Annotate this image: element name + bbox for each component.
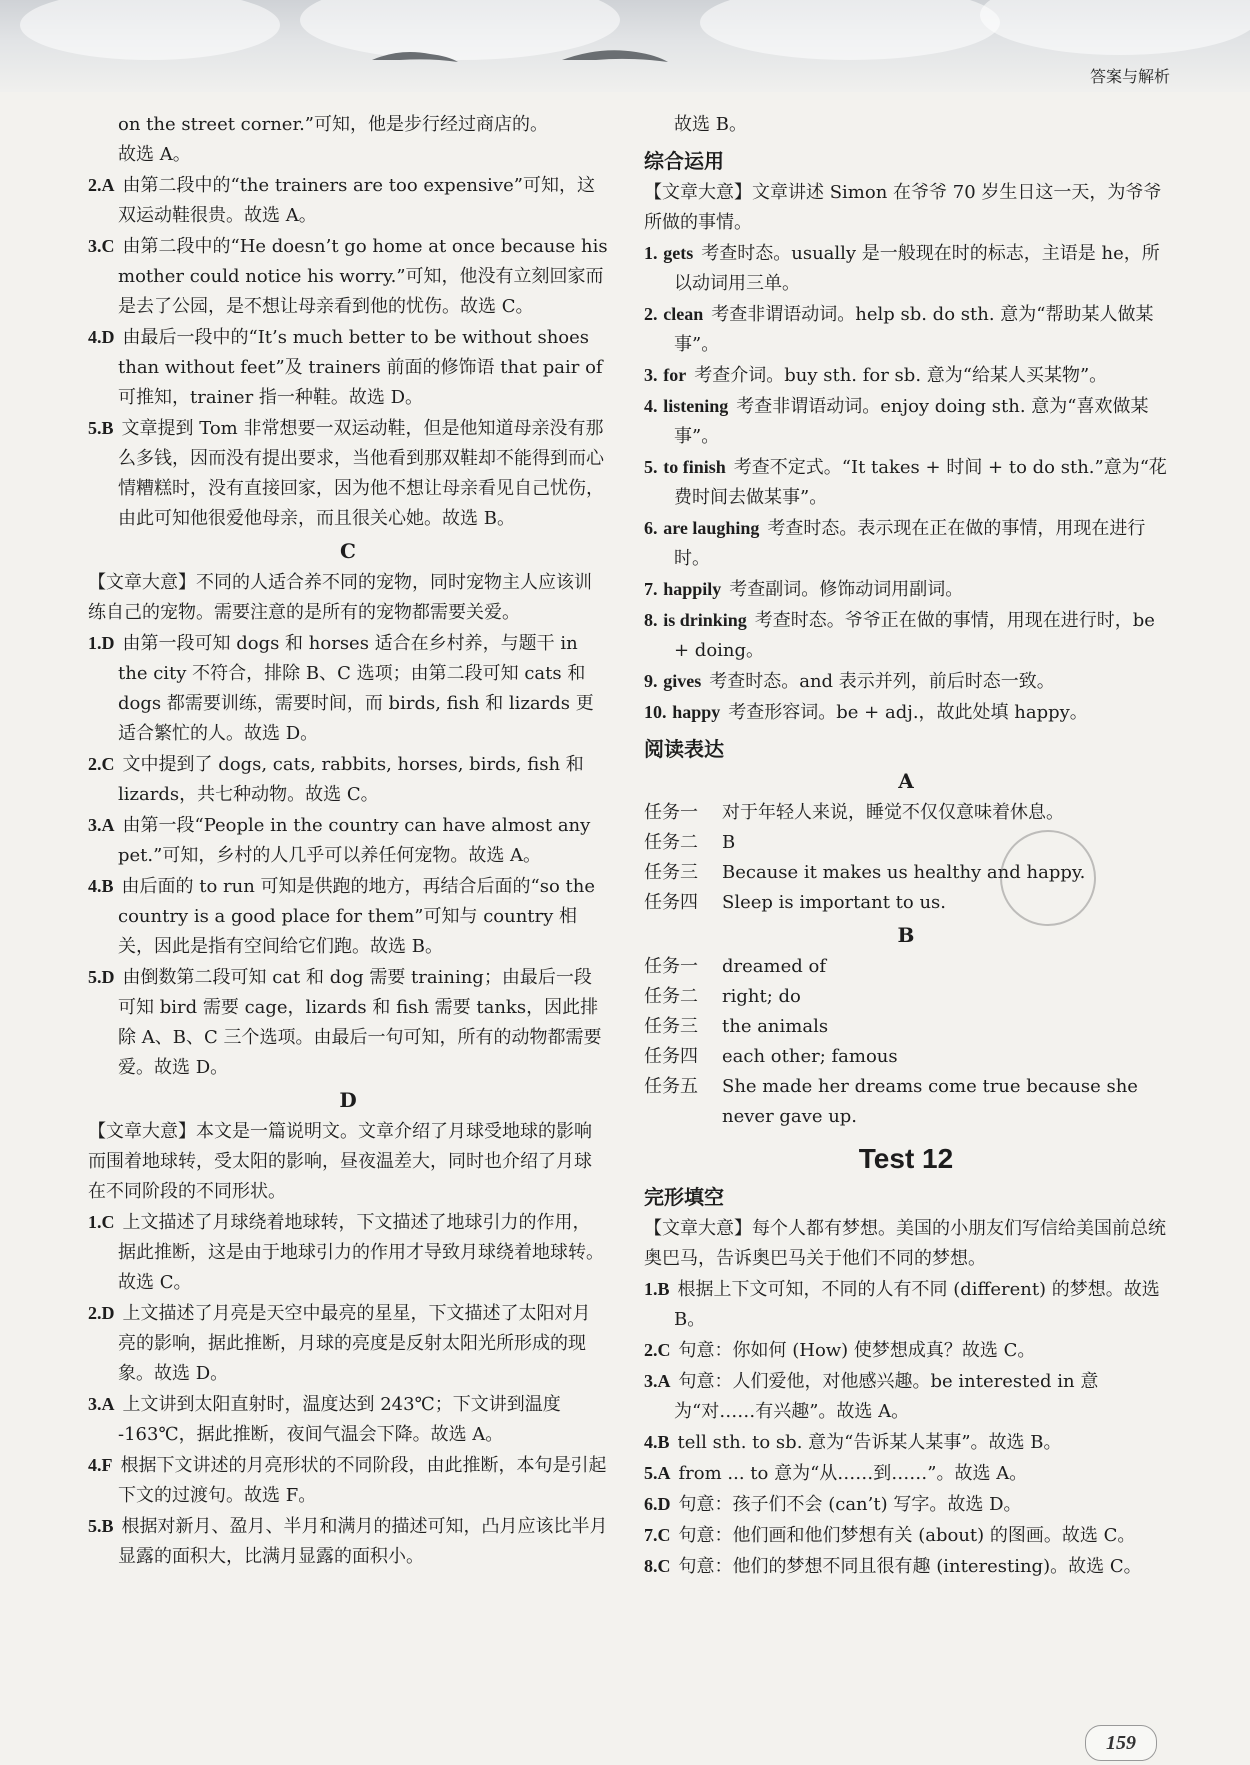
task-answer: each other; famous [722,1046,898,1067]
item-number: 5. [88,967,102,987]
item-answer: to finish [663,457,726,477]
item-number: 6. [644,1494,658,1514]
article-summary: 【文章大意】不同的人适合养不同的宠物，同时宠物主人应该训练自己的宠物。需要注意的是所有的宠物都需要关爱。 [88,572,592,623]
item-explanation: 根据上下文可知，不同的人有不同 (different) 的梦想。故选 B。 [674,1279,1160,1330]
test-heading: Test 12 [858,1143,954,1174]
task-label: 任务三 [644,862,698,883]
item-number: 2. [88,1303,102,1323]
dolphin-icon [370,46,460,66]
item-number: 7. [644,579,658,599]
task-answer: Because it makes us healthy and happy. [722,862,1086,883]
right-column [644,110,1168,1582]
task-label: 任务二 [644,986,698,1007]
answer-item [88,1207,608,1298]
answer-item [644,1366,1168,1427]
item-number: 2. [88,754,102,774]
item-number: 7. [644,1525,658,1545]
item-explanation: 上文讲到太阳直射时，温度达到 243℃；下文讲到温度 -163℃，据此推断，夜间气温会下降。故选 A。 [118,1394,561,1445]
section-heading: 综合运用 [644,149,724,173]
item-explanation: 句意：孩子们不会 (can’t) 写字。故选 D。 [678,1494,1022,1515]
item-explanation: 考查形容词。be + adj.，故此处填 happy。 [728,702,1088,723]
item-answer: happily [663,579,722,599]
answer-item [644,513,1168,574]
page-header [0,0,1250,92]
item-answer: B [101,876,114,896]
item-answer: A [101,815,115,835]
item-answer: clean [663,304,704,324]
item-explanation: 考查介词。buy sth. for sb. 意为“给某人买某物”。 [694,365,1108,386]
item-answer: happy [672,702,721,722]
item-answer: C [101,754,115,774]
answer-item [644,574,1168,605]
item-explanation: 句意：人们爱他，对他感兴趣。be interested in 意为“对……有兴趣”。故选 A。 [674,1371,1099,1422]
task-label: 任务一 [644,956,698,977]
item-explanation: 由第二段中的“the trainers are too expensive”可知，这双运动鞋很贵。故选 A。 [118,175,595,226]
dolphin-icon [560,44,670,66]
item-number: 8. [644,610,658,630]
item-explanation: 考查不定式。“It takes + 时间 + to do sth.”意为“花费时间去做某事”。 [674,457,1167,508]
item-explanation: 句意：他们画和他们梦想有关 (about) 的图画。故选 C。 [678,1525,1136,1546]
item-answer: for [663,365,687,385]
task-label: 任务四 [644,1046,698,1067]
task-answer: She made her dreams come true because she never gave up. [722,1076,1138,1127]
task-answer: Sleep is important to us. [722,892,946,913]
answer-item [644,360,1168,391]
answer-item [88,810,608,871]
item-answer: C [101,236,115,256]
left-column [88,110,608,1572]
item-explanation: 考查非谓语动词。enjoy doing sth. 意为“喜欢做某事”。 [674,396,1149,447]
task-label: 任务三 [644,1016,698,1037]
item-answer: D [101,1303,115,1323]
item-answer: A [657,1463,671,1483]
task-label: 任务五 [644,1076,698,1097]
page-number: 159 [1085,1725,1157,1761]
item-answer: B [101,418,114,438]
item-number: 3. [88,236,102,256]
item-explanation: from ... to 意为“从……到……”。故选 A。 [678,1463,1028,1484]
item-number: 1. [644,243,658,263]
answer-item [644,299,1168,360]
task-label: 任务一 [644,802,698,823]
item-explanation: 考查时态。usually 是一般现在时的标志，主语是 he，所以动词用三单。 [674,243,1160,294]
item-number: 4. [644,396,658,416]
item-explanation: 由第二段中的“He doesn’t go home at once because his mother could notice his worry.”可知，他没有立刻回家而是去了公园，是不想让母亲看到他的忧伤。故选 C。 [118,236,608,317]
article-summary: 【文章大意】每个人都有梦想。美国的小朋友们写信给美国前总统奥巴马，告诉奥巴马关于他们不同的梦想。 [644,1218,1166,1269]
answer-item [88,322,608,413]
item-number: 1. [88,1212,102,1232]
item-number: 4. [88,876,102,896]
answer-item [88,962,608,1083]
item-answer: D [657,1494,671,1514]
item-number: 4. [88,327,102,347]
item-number: 3. [644,365,658,385]
task-row [644,952,1168,982]
item-explanation: 文章提到 Tom 非常想要一双运动鞋，但是他知道母亲没有那么多钱，因而没有提出要求，当他看到那双鞋却不能得到而心情糟糕时，没有直接回家，因为他不想让母亲看见自己忧伤，由此可知他很爱他母亲，而且很关心她。故选 B。 [118,418,604,529]
item-number: 6. [644,518,658,538]
task-label: 任务四 [644,892,698,913]
item-number: 8. [644,1556,658,1576]
item-answer: are laughing [663,518,760,538]
article-summary: 【文章大意】文章讲述 Simon 在爷爷 70 岁生日这一天，为爷爷所做的事情。 [644,182,1162,233]
answer-item [88,1389,608,1450]
item-explanation: 文中提到了 dogs, cats, rabbits, horses, birds, fish 和 lizards，共七种动物。故选 C。 [118,754,584,805]
item-answer: listening [663,396,729,416]
header-cloud [700,0,1000,60]
section-heading: 完形填空 [644,1185,724,1209]
answer-item [644,452,1168,513]
task-row [644,798,1168,828]
item-explanation: tell sth. to sb. 意为“告诉某人某事”。故选 B。 [677,1432,1062,1453]
answer-item [644,238,1168,299]
task-row [644,982,1168,1012]
answer-item [88,1511,608,1572]
item-answer: F [101,1455,113,1475]
item-number: 1. [644,1279,658,1299]
task-answer: the animals [722,1016,829,1037]
item-number: 3. [88,1394,102,1414]
item-explanation: 考查时态。表示现在正在做的事情，用现在进行时。 [674,518,1146,569]
section-heading: 阅读表达 [644,737,724,761]
item-number: 2. [644,1340,658,1360]
item-answer: C [657,1525,671,1545]
task-answer: right; do [722,986,801,1007]
item-number: 1. [88,633,102,653]
answer-item [644,605,1168,666]
item-number: 4. [88,1455,102,1475]
item-answer: C [657,1340,671,1360]
item-number: 10. [644,702,667,722]
item-answer: B [101,1516,114,1536]
item-explanation: 根据下文讲述的月亮形状的不同阶段，由此推断，本句是引起下文的过渡句。故选 F。 [118,1455,607,1506]
answer-item [644,1427,1168,1458]
header-cloud [980,0,1250,55]
section-letter-b: B [897,923,915,947]
answer-item [88,413,608,534]
item-answer: D [101,327,115,347]
item-explanation: 考查副词。修饰动词用副词。 [729,579,964,600]
item-number: 3. [644,1371,658,1391]
item-number: 2. [644,304,658,324]
item-number: 4. [644,1432,658,1452]
item-answer: B [657,1279,670,1299]
answer-item [88,170,608,231]
answer-item [644,1335,1168,1366]
item-answer: D [101,633,115,653]
answer-item [88,871,608,962]
item-answer: B [657,1432,670,1452]
intro-line: 故选 A。 [118,144,191,165]
item-explanation: 考查非谓语动词。help sb. do sth. 意为“帮助某人做某事”。 [674,304,1154,355]
item-answer: A [657,1371,671,1391]
item-number: 5. [88,418,102,438]
item-number: 2. [88,175,102,195]
item-answer: A [101,175,115,195]
task-answer: 对于年轻人来说，睡觉不仅仅意味着休息。 [722,802,1064,823]
item-answer: A [101,1394,115,1414]
item-explanation: 根据对新月、盈月、半月和满月的描述可知，凸月应该比半月显露的面积大，比满月显露的面积小。 [118,1516,608,1567]
item-answer: D [101,967,115,987]
item-explanation: 句意：你如何 (How) 使梦想成真？故选 C。 [678,1340,1036,1361]
item-explanation: 由最后一段中的“It’s much better to be without shoes than without feet”及 trainers 前面的修饰语 that pair of 可推知，trainer 指一种鞋。故选 D。 [118,327,603,408]
item-explanation: 上文描述了月球绕着地球转，下文描述了地球引力的作用，据此推断，这是由于地球引力的作用才导致月球绕着地球转。故选 C。 [118,1212,604,1293]
answer-item [88,1298,608,1389]
task-answer: B [722,832,736,853]
header-cloud [20,0,280,60]
task-row [644,1072,1168,1132]
section-letter-d: D [339,1088,357,1112]
article-summary: 【文章大意】本文是一篇说明文。文章介绍了月球受地球的影响而围着地球转，受太阳的影响，昼夜温差大，同时也介绍了月球在不同阶段的不同形状。 [88,1121,592,1202]
answer-item [644,391,1168,452]
item-explanation: 由倒数第二段可知 cat 和 dog 需要 training；由最后一段可知 bird 需要 cage，lizards 和 fish 需要 tanks，因此排除 A、B、C 三个选项。由最后一句可知，所有的动物都需要爱。故选 D。 [118,967,602,1078]
item-explanation: 考查时态。爷爷正在做的事情，用现在进行时，be + doing。 [674,610,1155,661]
task-row [644,1042,1168,1072]
item-number: 9. [644,671,658,691]
item-answer: C [657,1556,671,1576]
item-explanation: 上文描述了月亮是天空中最亮的星星，下文描述了太阳对月亮的影响，据此推断，月球的亮度是反射太阳光所形成的现象。故选 D。 [118,1303,591,1384]
intro-line: on the street corner.”可知，他是步行经过商店的。 [118,114,549,135]
header-title: 答案与解析 [1089,67,1170,86]
answer-item [644,1458,1168,1489]
item-explanation: 由后面的 to run 可知是供跑的地方，再结合后面的“so the country is a good place for them”可知与 country 相关，因此是指有空间给它们跑。故选 B。 [118,876,596,957]
answer-item [88,231,608,322]
item-answer: gives [663,671,702,691]
section-letter-a: A [898,769,914,793]
item-explanation: 由第一段“People in the country can have almost any pet.”可知，乡村的人几乎可以养任何宠物。故选 A。 [118,815,591,866]
item-answer: is drinking [663,610,747,630]
item-number: 3. [88,815,102,835]
item-number: 5. [88,1516,102,1536]
answer-item [644,1551,1168,1582]
answer-item [644,1520,1168,1551]
item-explanation: 由第一段可知 dogs 和 horses 适合在乡村养，与题干 in the city 不符合，排除 B、C 选项；由第二段可知 cats 和 dogs 都需要训练，需要时间，而 birds, fish 和 lizards 更适合繁忙的人。故选 D。 [118,633,594,744]
answer-item [644,1489,1168,1520]
answer-item [88,1450,608,1511]
item-explanation: 考查时态。and 表示并列，前后时态一致。 [709,671,1055,692]
item-number: 5. [644,1463,658,1483]
item-answer: C [101,1212,115,1232]
item-number: 5. [644,457,658,477]
task-row [644,1012,1168,1042]
answer-item [644,1274,1168,1335]
intro-line: 故选 B。 [674,114,747,135]
item-answer: gets [663,243,694,263]
task-label: 任务二 [644,832,698,853]
answer-item [644,666,1168,697]
answer-item [88,628,608,749]
item-explanation: 句意：他们的梦想不同且很有趣 (interesting)。故选 C。 [678,1556,1142,1577]
answer-item [644,697,1168,728]
answer-item [88,749,608,810]
task-answer: dreamed of [722,956,826,977]
section-letter-c: C [340,539,356,563]
